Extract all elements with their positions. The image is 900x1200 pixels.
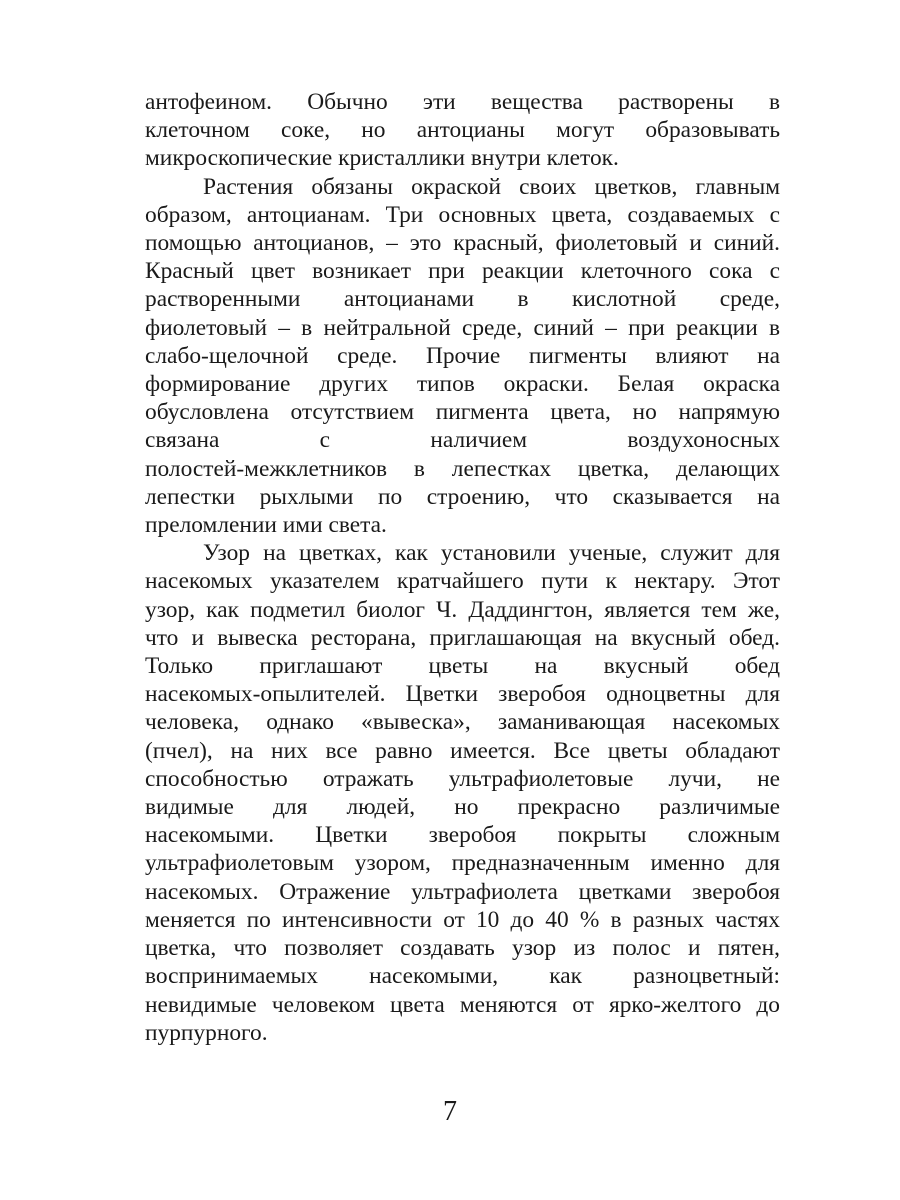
text-line: пурпурного. [145,1019,268,1046]
paragraph-1 [145,88,780,173]
text-line: человека, однако «вывеска», заманивающая насекомых [145,709,780,736]
text-line: клеточном соке, но антоцианы могут образовывать [145,117,780,144]
text-line: связана с наличием воздухоносных [145,427,780,454]
body-text [145,88,780,1047]
text-line: образом, антоцианам. Три основных цвета, создаваемых с [145,201,780,228]
text-line: узор, как подметил биолог Ч. Даддингтон, является тем же, [145,596,780,623]
text-line: что и вывеска ресторана, приглашающая на вкусный обед. [145,624,780,651]
text-line: слабо-щелочной среде. Прочие пигменты влияют на [145,342,780,369]
paragraph-2 [145,173,780,540]
paragraph-3 [145,539,780,1047]
text-line: меняется по интенсивности от 10 до 40 % в разных частях [145,906,780,933]
text-line: насекомых-опылителей. Цветки зверобоя одноцветны для [145,681,780,708]
text-line: формирование других типов окраски. Белая окраска [145,371,780,398]
text-line: ультрафиолетовым узором, предназначенным именно для [145,850,780,877]
text-line: способностью отражать ультрафиолетовые лучи, не [145,765,780,792]
text-line: антофеином. Обычно эти вещества растворены в [145,89,780,115]
text-line: обусловлена отсутствием пигмента цвета, но напрямую [145,399,780,426]
text-line: невидимые человеком цвета меняются от ярко-желтого до [145,991,780,1018]
text-line: Только приглашают цветы на вкусный обед [145,653,780,680]
text-line: насекомыми. Цветки зверобоя покрыты сложным [145,822,780,849]
text-line: воспринимаемых насекомыми, как разноцветный: [145,963,780,990]
text-line: помощью антоцианов, – это красный, фиолетовый и синий. [145,230,780,257]
text-line: фиолетовый – в нейтральной среде, синий – при реакции в [145,314,780,341]
text-line: видимые для людей, но прекрасно различимые [145,794,780,821]
text-line: растворенными антоцианами в кислотной среде, [145,286,780,313]
text-line: Узор на цветках, как установили ученые, служит для [203,540,780,567]
text-line: полостей-межклетников в лепестках цветка, делающих [145,455,780,482]
text-line: Растения обязаны окраской своих цветков, главным [203,173,780,200]
text-line: Красный цвет возникает при реакции клеточного сока с [145,258,780,285]
text-line: микроскопические кристаллики внутри клеток. [145,145,619,172]
text-line: насекомых. Отражение ультрафиолета цветками зверобоя [145,878,780,905]
text-line: лепестки рыхлыми по строению, что сказывается на [145,483,780,510]
page-number: 7 [443,1096,457,1127]
text-line: (пчел), на них все равно имеется. Все цветы обладают [145,737,780,764]
text-line: насекомых указателем кратчайшего пути к нектару. Этот [145,568,780,595]
text-line: цветка, что позволяет создавать узор из полос и пятен, [145,935,780,962]
text-line: преломлении ими света. [145,512,387,539]
